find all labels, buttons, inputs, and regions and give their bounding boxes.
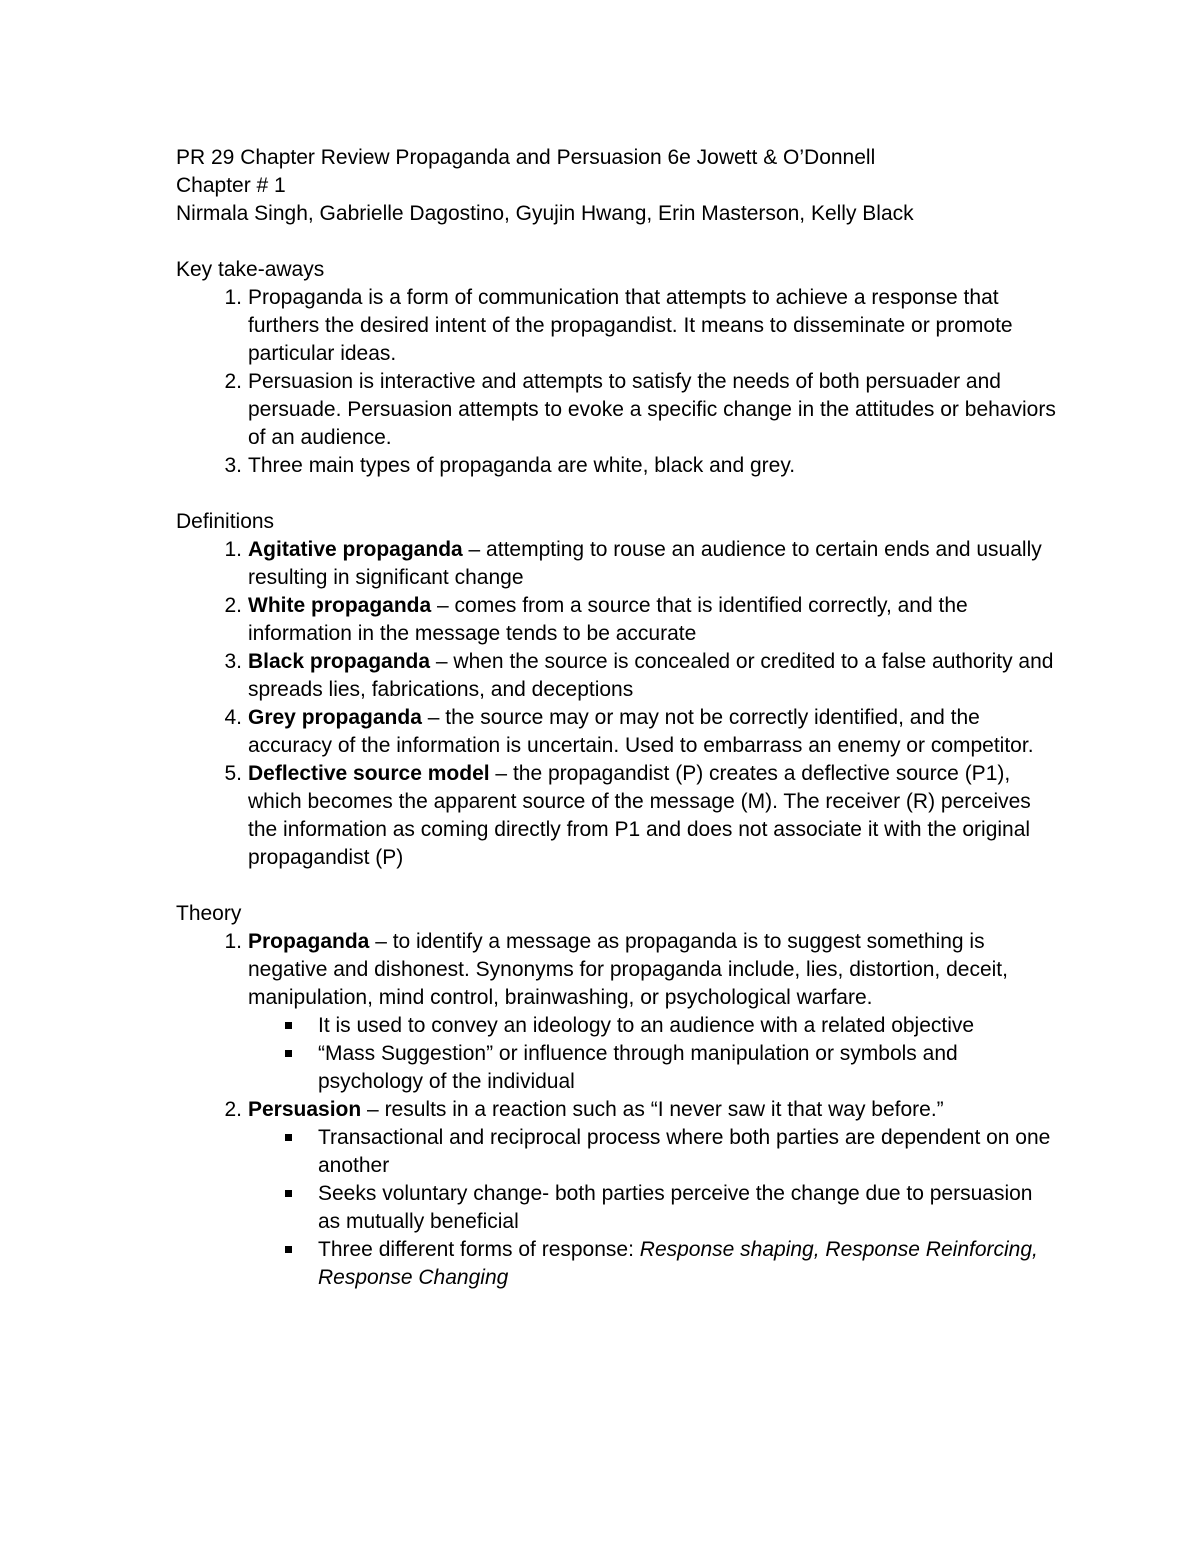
definition-text: – comes from a source that is identified correctly, and the information in the message tends to be accurate [248, 594, 968, 645]
bullet-item [248, 1236, 1056, 1292]
item-number: 1. [224, 930, 242, 953]
bullet-text: Three different forms of response: [318, 1238, 640, 1261]
item-number: 3. [224, 454, 242, 477]
bullet-text: It is used to convey an ideology to an audience with a related objective [318, 1014, 975, 1037]
square-bullet-icon [285, 1246, 292, 1253]
definition-text: – when the source is concealed or credited to a false authority and spreads lies, fabrications, and deceptions [248, 650, 1054, 701]
theory-list [176, 928, 1056, 1292]
list-item [176, 368, 1056, 452]
square-bullet-icon [285, 1022, 292, 1029]
definitions-list [176, 536, 1056, 872]
takeaways-list [176, 284, 1056, 480]
item-number: 1. [224, 538, 242, 561]
list-item [176, 760, 1056, 872]
theory-term: Propaganda [248, 930, 370, 953]
author-list: Nirmala Singh, Gabrielle Dagostino, Gyujin Hwang, Erin Masterson, Kelly Black [176, 202, 914, 225]
theory-heading: Theory [176, 902, 242, 925]
definition-term: Black propaganda [248, 650, 431, 673]
bullet-text: “Mass Suggestion” or influence through manipulation or symbols and psychology of the individual [318, 1042, 958, 1093]
spacer [176, 228, 1056, 256]
definition-term: Grey propaganda [248, 706, 422, 729]
document-body [176, 144, 1056, 1292]
theory-term: Persuasion [248, 1098, 362, 1121]
item-text: Three main types of propaganda are white, black and grey. [248, 454, 796, 477]
list-item [176, 928, 1056, 1096]
item-number: 3. [224, 650, 242, 673]
list-item [176, 648, 1056, 704]
square-bullet-icon [285, 1190, 292, 1197]
bullet-text: Transactional and reciprocal process where both parties are dependent on one another [318, 1126, 1051, 1177]
definitions-heading: Definitions [176, 510, 275, 533]
takeaways-heading: Key take-aways [176, 258, 325, 281]
list-item [176, 284, 1056, 368]
bullet-item [248, 1124, 1056, 1180]
square-bullet-icon [285, 1134, 292, 1141]
item-text: Persuasion is interactive and attempts to satisfy the needs of both persuader and persuade. Persuasion attempts to evoke a specific change in the attitudes or behaviors of an audience. [248, 370, 1056, 449]
list-item [176, 536, 1056, 592]
spacer [176, 480, 1056, 508]
theory-text: – to identify a message as propaganda is to suggest something is negative and dishonest. Synonyms for propaganda include, lies, distortion, deceit, manipulation, mind control, brainwashing, or psychological warfare. [248, 930, 1008, 1009]
definition-text: – attempting to rouse an audience to certain ends and usually resulting in significant change [248, 538, 1042, 589]
list-item [176, 704, 1056, 760]
definition-text: – the propagandist (P) creates a deflective source (P1), which becomes the apparent source of the message (M). The receiver (R) perceives the information as coming directly from P1 and does not associate it with the original propagandist (P) [248, 762, 1031, 869]
item-number: 2. [224, 1098, 242, 1121]
bullet-item [248, 1180, 1056, 1236]
document-title: PR 29 Chapter Review Propaganda and Persuasion 6e Jowett & O’Donnell [176, 146, 876, 169]
spacer [176, 872, 1056, 900]
bullet-text: Seeks voluntary change- both parties perceive the change due to persuasion as mutually beneficial [318, 1182, 1033, 1233]
list-item [176, 452, 1056, 480]
item-text: Propaganda is a form of communication that attempts to achieve a response that furthers the desired intent of the propagandist. It means to disseminate or promote particular ideas. [248, 286, 1013, 365]
item-number: 5. [224, 762, 242, 785]
list-item [176, 1096, 1056, 1292]
definition-text: – the source may or may not be correctly identified, and the accuracy of the information is uncertain. Used to embarrass an enemy or competitor. [248, 706, 1034, 757]
item-number: 2. [224, 594, 242, 617]
list-item [176, 592, 1056, 648]
bullet-list [248, 1124, 1056, 1292]
bullet-item [248, 1012, 1056, 1040]
definition-term: White propaganda [248, 594, 432, 617]
square-bullet-icon [285, 1050, 292, 1057]
chapter-label: Chapter # 1 [176, 174, 286, 197]
bullet-italic-text: Response shaping, Response Reinforcing, Response Changing [318, 1238, 1038, 1289]
bullet-item [248, 1040, 1056, 1096]
item-number: 4. [224, 706, 242, 729]
definition-term: Deflective source model [248, 762, 490, 785]
bullet-list [248, 1012, 1056, 1096]
item-number: 1. [224, 286, 242, 309]
item-number: 2. [224, 370, 242, 393]
theory-text: – results in a reaction such as “I never saw it that way before.” [361, 1098, 944, 1121]
definition-term: Agitative propaganda [248, 538, 463, 561]
